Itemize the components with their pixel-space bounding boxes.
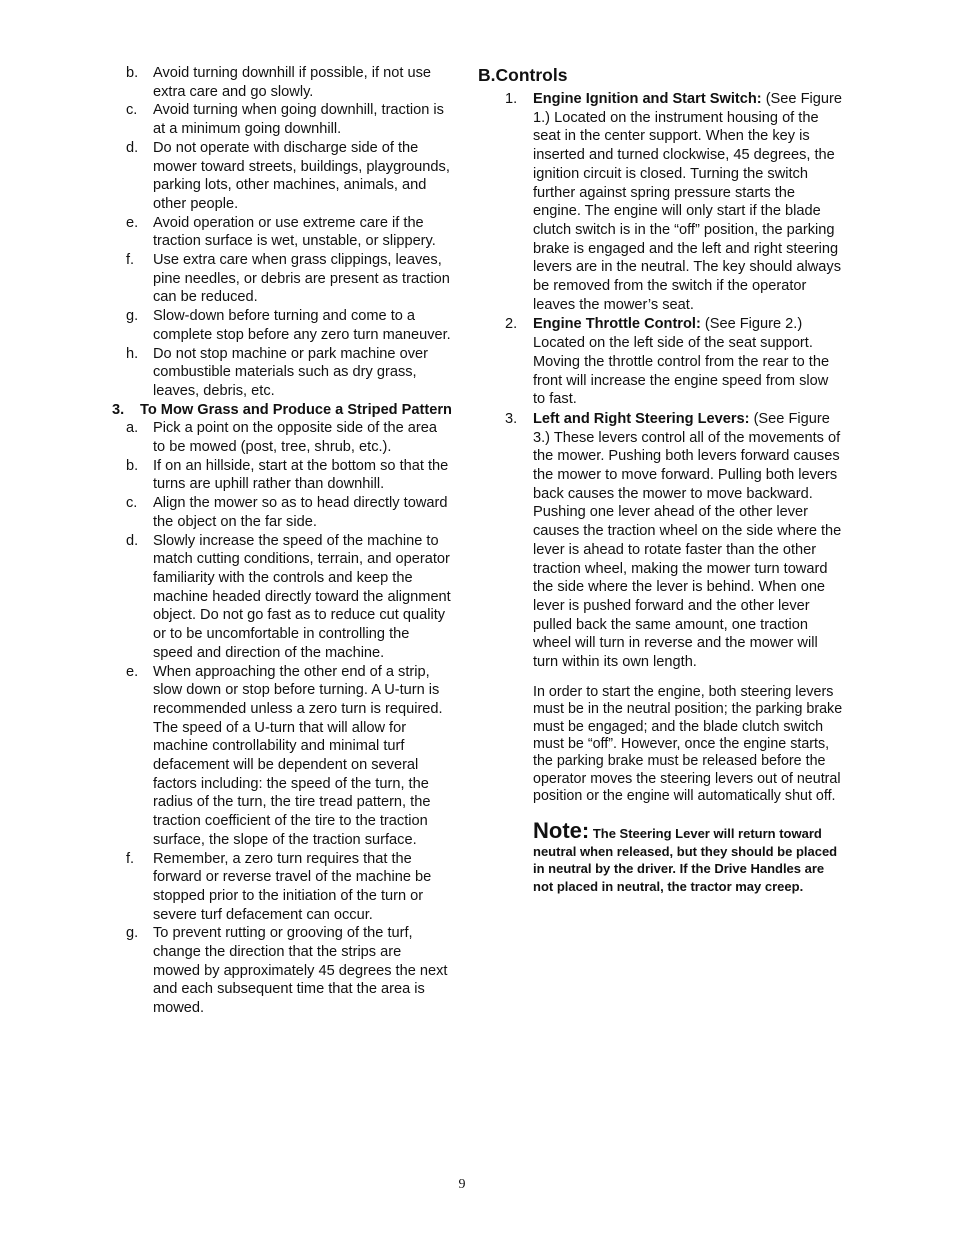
control-item-throttle (478, 315, 844, 409)
item-marker: b. (126, 65, 139, 81)
item-marker: g. (126, 308, 139, 325)
item-marker: c. (126, 102, 138, 119)
item-marker: c. (126, 495, 138, 512)
item-text: Remember, a zero turn requires that the forward or reverse travel of the machine be stopped prior to the initiation of the turn or severe turf defacement can occur. (153, 850, 432, 923)
item-marker: e. (126, 214, 139, 231)
section-title: To Mow Grass and Produce a Striped Pattern (140, 401, 452, 418)
note-text: The Steering Lever will return toward neutral when released, but they should be placed in neutral by the driver. If the Drive Handles are not placed in neutral, the tractor may creep. (533, 825, 838, 894)
item-marker: e. (126, 663, 139, 680)
item-text: Pick a point on the opposite side of the area to be mowed (post, tree, shrub, etc.). (153, 420, 437, 456)
list-item (112, 307, 452, 344)
control-item-ignition (478, 90, 844, 314)
item-text: If on an hillside, start at the bottom so that the turns are uphill rather than downhill. (153, 457, 449, 493)
item-marker: d. (126, 532, 139, 549)
item-text: Use extra care when grass clippings, leaves, pine needles, or debris are present as traction can be reduced. (153, 252, 450, 306)
item-marker: b. (126, 457, 139, 474)
item-text: Avoid operation or use extreme care if the traction surface is wet, unstable, or slippery. (153, 214, 436, 250)
item-text: Avoid turning downhill if possible, if not use extra care and go slowly. (153, 65, 431, 100)
list-item (112, 345, 452, 401)
list-item (112, 850, 452, 925)
list-item (112, 494, 452, 531)
list-top (112, 64, 452, 401)
item-text: To prevent rutting or grooving of the turf, change the direction that the strips are mowed by approximately 45 degrees the next and each subsequent time that the area is mowed. (153, 925, 448, 1017)
item-label: Engine Throttle Control: (533, 316, 701, 333)
item-marker: f. (126, 252, 135, 269)
item-marker: 2. (505, 316, 518, 333)
item-marker: f. (126, 850, 135, 867)
item-marker: a. (126, 420, 139, 437)
item-text: (See Figure 3.) These levers control all of the movements of the mower. Pushing both levers forward causes the mower to move forward. Pulling both levers back causes the mower to move backward. Pushing one lever ahead of the other lever causes the traction wheel on the side where the lever is ahead to rotate faster than the other traction wheel, making the mower turn toward the side where the lever is behind. When one lever is pushed forward and the other lever pulled back the same amount, one traction wheel will turn in reverse and the mower will turn within its own length. (533, 410, 842, 671)
list-item (112, 139, 452, 214)
item-marker: h. (126, 345, 139, 362)
section-heading-striped-pattern (112, 401, 452, 420)
item-marker: d. (126, 139, 139, 156)
start-engine-paragraph: In order to start the engine, both steering levers must be in the neutral position; the parking brake must be engaged; and the blade clutch switch must be “off”. However, once the engine starts, the parking brake must be released before the operator moves the steering levers out of neutral position or the engine will automatically shut off. (533, 683, 843, 805)
list-item (112, 663, 452, 850)
note-block (478, 817, 844, 895)
item-label: Left and Right Steering Levers: (533, 410, 750, 427)
section-heading-controls: B.Controls (478, 65, 568, 85)
right-column (478, 64, 844, 895)
list-item (112, 419, 452, 456)
list-item (112, 924, 452, 1018)
item-text: Avoid turning when going downhill, traction is at a minimum going downhill. (153, 102, 444, 138)
item-text: Do not stop machine or park machine over combustible materials such as dry grass, leaves, debris, etc. (153, 345, 428, 399)
item-marker: 3. (505, 410, 518, 427)
item-text: (See Figure 1.) Located on the instrument housing of the seat in the center support. When the key is inserted and turned clockwise, 45 degrees, the ignition circuit is closed. Turning the switch further against spring pressure starts the engine. The engine will only start if the blade clutch switch is in the “off” position, the parking brake is engaged and the left and right steering levers are in the neutral. The key should always be removed from the switch if the operator leaves the mower’s seat. (533, 91, 842, 313)
list-item (112, 64, 452, 101)
list-item (112, 532, 452, 663)
section-number: 3. (112, 401, 125, 418)
left-column (112, 64, 452, 1018)
item-text: Slowly increase the speed of the machine to match cutting conditions, terrain, and operator familiarity with the controls and keep the machine headed directly toward the alignment object. Do not go fast as to reduce cut quality or to be uncomfortable in controlling the speed and direction of the machine. (153, 532, 451, 661)
item-text: Align the mower so as to head directly toward the object on the far side. (153, 495, 448, 530)
item-label: Engine Ignition and Start Switch: (533, 91, 762, 107)
item-text: Slow-down before turning and come to a complete stop before any zero turn maneuver. (153, 308, 451, 343)
item-text: Do not operate with discharge side of the mower toward streets, buildings, playgrounds, parking lots, other machines, animals, and other people. (153, 139, 450, 212)
item-marker: g. (126, 925, 139, 942)
list-item (112, 251, 452, 307)
page-number: 9 (458, 1177, 466, 1192)
control-item-steering (478, 410, 844, 672)
item-text: (See Figure 2.) Located on the left side of the seat support. Moving the throttle control from the rear to the front will increase the engine speed from slow to fast. (533, 316, 830, 408)
note-label: Note: (533, 817, 590, 843)
item-marker: 1. (505, 91, 518, 107)
list-item (112, 457, 452, 494)
item-text: When approaching the other end of a strip, slow down or stop before turning. A U-turn is recommended unless a zero turn is required. The speed of a U-turn that will allow for machine controllability and minimal turf defacement will be dependent on several factors including: the speed of the turn, the radius of the turn, the tire tread pattern, the traction coefficient of the tire to the traction surface, the slope of the traction surface. (153, 663, 443, 848)
list-item (112, 214, 452, 251)
list-item (112, 101, 452, 138)
list-section3 (112, 419, 452, 1018)
